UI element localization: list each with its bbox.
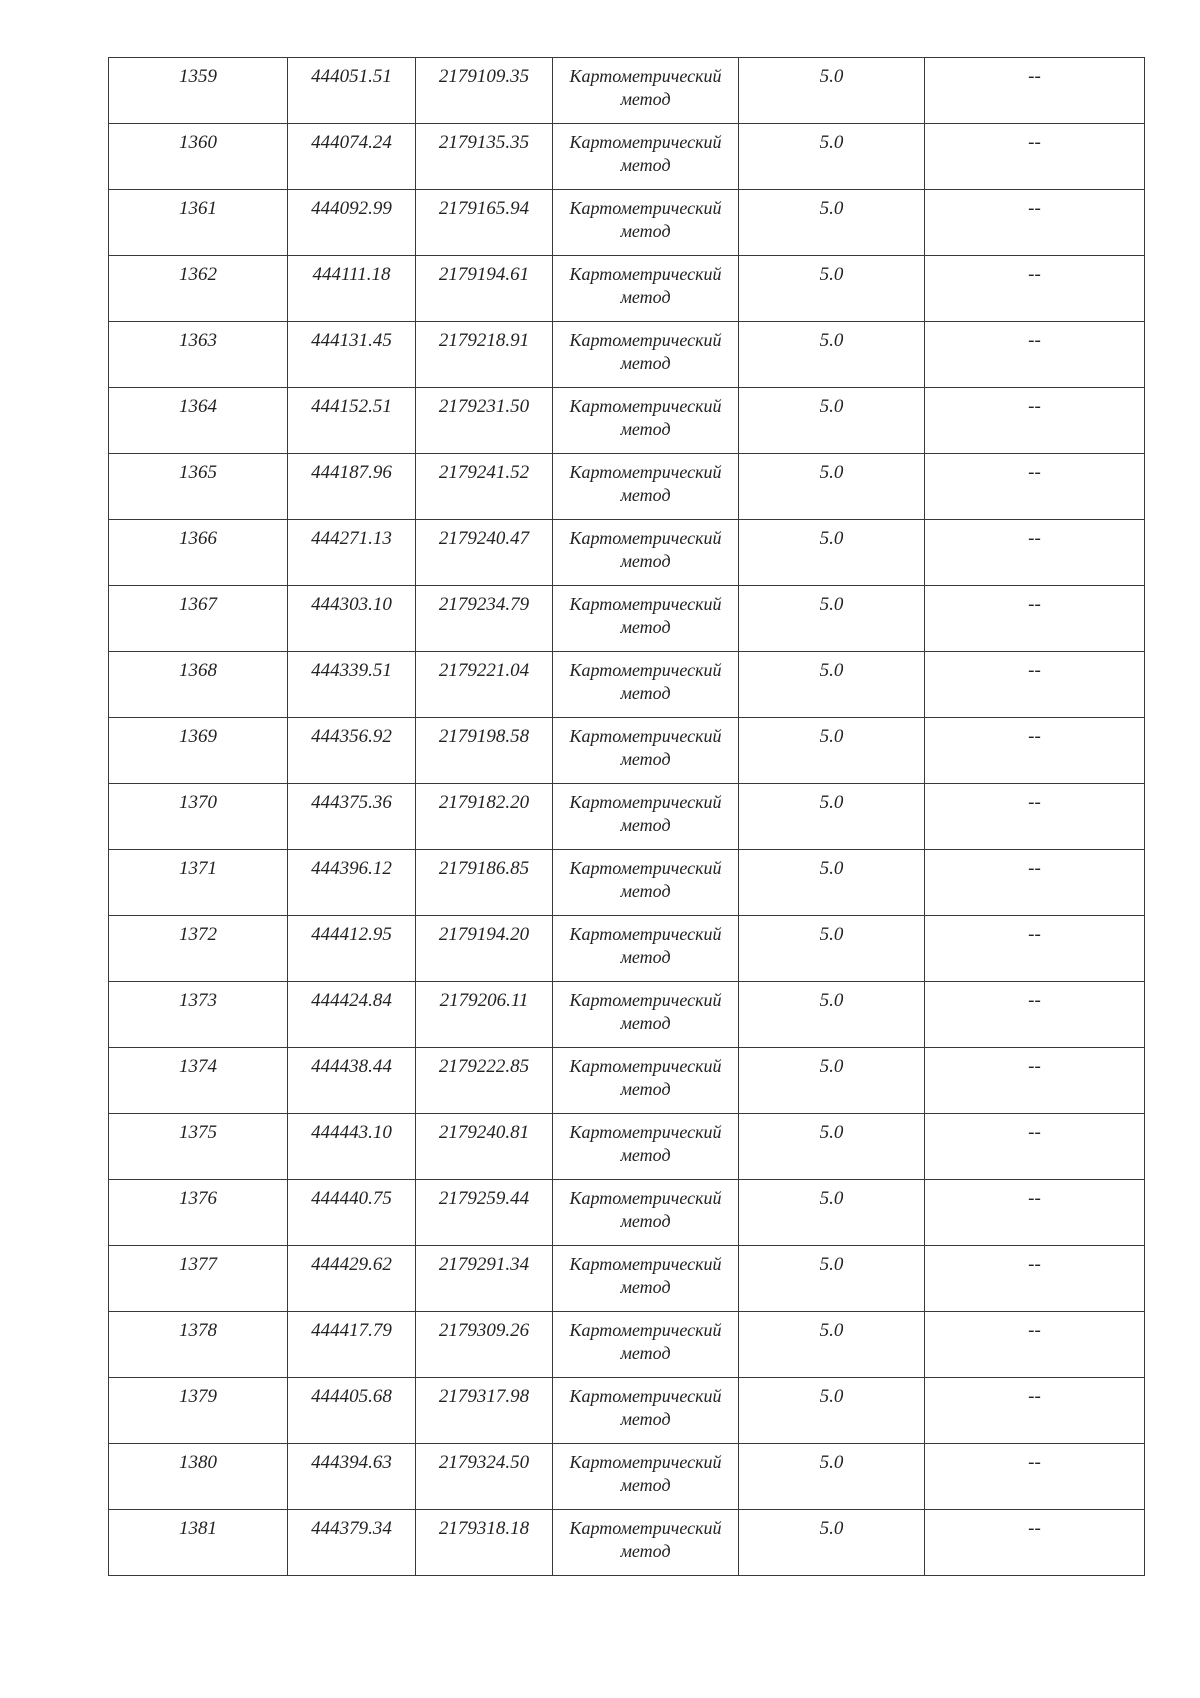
x-coordinate-cell: 444092.99	[288, 190, 416, 256]
y-coordinate-cell: 2179186.85	[416, 850, 553, 916]
point-number-cell: 1375	[109, 1114, 288, 1180]
note-cell: --	[925, 1510, 1145, 1576]
method-line-2: метод	[620, 155, 671, 175]
method-line-2: метод	[620, 221, 671, 241]
method-line-1: Картометрический	[569, 66, 722, 86]
note-cell: --	[925, 190, 1145, 256]
x-coordinate-cell: 444375.36	[288, 784, 416, 850]
x-coordinate-cell: 444424.84	[288, 982, 416, 1048]
point-number-cell: 1370	[109, 784, 288, 850]
method-cell	[553, 916, 739, 982]
x-coordinate-cell: 444271.13	[288, 520, 416, 586]
method-line-2: метод	[620, 1211, 671, 1231]
method-line-2: метод	[620, 1145, 671, 1165]
method-cell	[553, 982, 739, 1048]
method-line-1: Картометрический	[569, 528, 722, 548]
method-line-1: Картометрический	[569, 396, 722, 416]
point-number-cell: 1377	[109, 1246, 288, 1312]
method-line-2: метод	[620, 1409, 671, 1429]
table-row	[109, 652, 1145, 718]
method-line-1: Картометрический	[569, 1122, 722, 1142]
method-line-2: метод	[620, 1079, 671, 1099]
table-row	[109, 850, 1145, 916]
method-cell	[553, 58, 739, 124]
x-coordinate-cell: 444443.10	[288, 1114, 416, 1180]
method-line-1: Картометрический	[569, 924, 722, 944]
table-row	[109, 190, 1145, 256]
point-number-cell: 1362	[109, 256, 288, 322]
method-line-1: Картометрический	[569, 1320, 722, 1340]
table-row	[109, 256, 1145, 322]
accuracy-cell: 5.0	[739, 916, 925, 982]
method-cell	[553, 1378, 739, 1444]
method-line-1: Картометрический	[569, 264, 722, 284]
method-line-2: метод	[620, 1013, 671, 1033]
accuracy-cell: 5.0	[739, 1048, 925, 1114]
y-coordinate-cell: 2179317.98	[416, 1378, 553, 1444]
method-cell	[553, 1048, 739, 1114]
method-cell	[553, 190, 739, 256]
point-number-cell: 1379	[109, 1378, 288, 1444]
point-number-cell: 1372	[109, 916, 288, 982]
x-coordinate-cell: 444412.95	[288, 916, 416, 982]
table-row	[109, 982, 1145, 1048]
x-coordinate-cell: 444303.10	[288, 586, 416, 652]
y-coordinate-cell: 2179194.61	[416, 256, 553, 322]
table-row	[109, 1048, 1145, 1114]
method-cell	[553, 652, 739, 718]
method-line-2: метод	[620, 287, 671, 307]
y-coordinate-cell: 2179218.91	[416, 322, 553, 388]
accuracy-cell: 5.0	[739, 1510, 925, 1576]
table-row	[109, 520, 1145, 586]
accuracy-cell: 5.0	[739, 1180, 925, 1246]
method-line-2: метод	[620, 1277, 671, 1297]
accuracy-cell: 5.0	[739, 1114, 925, 1180]
y-coordinate-cell: 2179324.50	[416, 1444, 553, 1510]
accuracy-cell: 5.0	[739, 1246, 925, 1312]
point-number-cell: 1373	[109, 982, 288, 1048]
method-cell	[553, 124, 739, 190]
note-cell: --	[925, 1114, 1145, 1180]
accuracy-cell: 5.0	[739, 652, 925, 718]
point-number-cell: 1360	[109, 124, 288, 190]
y-coordinate-cell: 2179198.58	[416, 718, 553, 784]
x-coordinate-cell: 444074.24	[288, 124, 416, 190]
x-coordinate-cell: 444187.96	[288, 454, 416, 520]
method-line-2: метод	[620, 1343, 671, 1363]
note-cell: --	[925, 916, 1145, 982]
accuracy-cell: 5.0	[739, 388, 925, 454]
y-coordinate-cell: 2179241.52	[416, 454, 553, 520]
accuracy-cell: 5.0	[739, 520, 925, 586]
table-row	[109, 1246, 1145, 1312]
accuracy-cell: 5.0	[739, 784, 925, 850]
note-cell: --	[925, 586, 1145, 652]
x-coordinate-cell: 444131.45	[288, 322, 416, 388]
method-line-1: Картометрический	[569, 198, 722, 218]
table-row	[109, 322, 1145, 388]
y-coordinate-cell: 2179135.35	[416, 124, 553, 190]
note-cell: --	[925, 1378, 1145, 1444]
x-coordinate-cell: 444339.51	[288, 652, 416, 718]
method-line-1: Картометрический	[569, 1386, 722, 1406]
accuracy-cell: 5.0	[739, 190, 925, 256]
y-coordinate-cell: 2179194.20	[416, 916, 553, 982]
y-coordinate-cell: 2179206.11	[416, 982, 553, 1048]
accuracy-cell: 5.0	[739, 718, 925, 784]
method-line-1: Картометрический	[569, 1254, 722, 1274]
note-cell: --	[925, 520, 1145, 586]
method-line-1: Картометрический	[569, 1056, 722, 1076]
method-cell	[553, 850, 739, 916]
method-line-1: Картометрический	[569, 990, 722, 1010]
method-line-2: метод	[620, 353, 671, 373]
point-number-cell: 1369	[109, 718, 288, 784]
accuracy-cell: 5.0	[739, 850, 925, 916]
coordinates-table-body	[109, 58, 1145, 1576]
table-row	[109, 1180, 1145, 1246]
method-cell	[553, 256, 739, 322]
method-cell	[553, 718, 739, 784]
accuracy-cell: 5.0	[739, 454, 925, 520]
note-cell: --	[925, 982, 1145, 1048]
point-number-cell: 1371	[109, 850, 288, 916]
method-line-1: Картометрический	[569, 132, 722, 152]
accuracy-cell: 5.0	[739, 1312, 925, 1378]
note-cell: --	[925, 718, 1145, 784]
method-line-1: Картометрический	[569, 858, 722, 878]
table-row	[109, 1510, 1145, 1576]
method-line-1: Картометрический	[569, 1188, 722, 1208]
x-coordinate-cell: 444438.44	[288, 1048, 416, 1114]
coordinates-table	[108, 57, 1145, 1576]
table-row	[109, 916, 1145, 982]
point-number-cell: 1366	[109, 520, 288, 586]
method-cell	[553, 1444, 739, 1510]
y-coordinate-cell: 2179221.04	[416, 652, 553, 718]
table-row	[109, 586, 1145, 652]
method-cell	[553, 1246, 739, 1312]
accuracy-cell: 5.0	[739, 1378, 925, 1444]
point-number-cell: 1365	[109, 454, 288, 520]
point-number-cell: 1364	[109, 388, 288, 454]
table-row	[109, 784, 1145, 850]
table-row	[109, 454, 1145, 520]
method-line-2: метод	[620, 881, 671, 901]
y-coordinate-cell: 2179234.79	[416, 586, 553, 652]
note-cell: --	[925, 454, 1145, 520]
y-coordinate-cell: 2179109.35	[416, 58, 553, 124]
x-coordinate-cell: 444394.63	[288, 1444, 416, 1510]
method-cell	[553, 388, 739, 454]
method-line-2: метод	[620, 1475, 671, 1495]
method-line-2: метод	[620, 485, 671, 505]
method-line-1: Картометрический	[569, 1518, 722, 1538]
method-line-2: метод	[620, 683, 671, 703]
accuracy-cell: 5.0	[739, 124, 925, 190]
x-coordinate-cell: 444051.51	[288, 58, 416, 124]
method-line-1: Картометрический	[569, 726, 722, 746]
method-line-2: метод	[620, 551, 671, 571]
x-coordinate-cell: 444152.51	[288, 388, 416, 454]
y-coordinate-cell: 2179309.26	[416, 1312, 553, 1378]
note-cell: --	[925, 1180, 1145, 1246]
x-coordinate-cell: 444356.92	[288, 718, 416, 784]
x-coordinate-cell: 444429.62	[288, 1246, 416, 1312]
x-coordinate-cell: 444379.34	[288, 1510, 416, 1576]
point-number-cell: 1368	[109, 652, 288, 718]
accuracy-cell: 5.0	[739, 256, 925, 322]
point-number-cell: 1380	[109, 1444, 288, 1510]
y-coordinate-cell: 2179259.44	[416, 1180, 553, 1246]
method-cell	[553, 586, 739, 652]
method-line-2: метод	[620, 89, 671, 109]
note-cell: --	[925, 652, 1145, 718]
x-coordinate-cell: 444417.79	[288, 1312, 416, 1378]
x-coordinate-cell: 444440.75	[288, 1180, 416, 1246]
method-cell	[553, 784, 739, 850]
accuracy-cell: 5.0	[739, 322, 925, 388]
point-number-cell: 1376	[109, 1180, 288, 1246]
table-row	[109, 1378, 1145, 1444]
table-row	[109, 1114, 1145, 1180]
method-cell	[553, 1510, 739, 1576]
method-line-2: метод	[620, 617, 671, 637]
table-row	[109, 124, 1145, 190]
y-coordinate-cell: 2179318.18	[416, 1510, 553, 1576]
note-cell: --	[925, 388, 1145, 454]
method-cell	[553, 520, 739, 586]
method-cell	[553, 1114, 739, 1180]
method-line-1: Картометрический	[569, 660, 722, 680]
method-line-2: метод	[620, 419, 671, 439]
method-cell	[553, 454, 739, 520]
y-coordinate-cell: 2179165.94	[416, 190, 553, 256]
method-cell	[553, 322, 739, 388]
method-line-1: Картометрический	[569, 1452, 722, 1472]
method-line-2: метод	[620, 815, 671, 835]
note-cell: --	[925, 256, 1145, 322]
note-cell: --	[925, 1048, 1145, 1114]
point-number-cell: 1361	[109, 190, 288, 256]
note-cell: --	[925, 58, 1145, 124]
method-line-1: Картометрический	[569, 594, 722, 614]
point-number-cell: 1378	[109, 1312, 288, 1378]
y-coordinate-cell: 2179291.34	[416, 1246, 553, 1312]
method-line-1: Картометрический	[569, 462, 722, 482]
x-coordinate-cell: 444111.18	[288, 256, 416, 322]
y-coordinate-cell: 2179182.20	[416, 784, 553, 850]
note-cell: --	[925, 1312, 1145, 1378]
table-row	[109, 1444, 1145, 1510]
method-cell	[553, 1312, 739, 1378]
table-row	[109, 718, 1145, 784]
y-coordinate-cell: 2179222.85	[416, 1048, 553, 1114]
method-line-2: метод	[620, 749, 671, 769]
x-coordinate-cell: 444405.68	[288, 1378, 416, 1444]
point-number-cell: 1367	[109, 586, 288, 652]
y-coordinate-cell: 2179240.47	[416, 520, 553, 586]
point-number-cell: 1359	[109, 58, 288, 124]
accuracy-cell: 5.0	[739, 586, 925, 652]
method-line-2: метод	[620, 1541, 671, 1561]
note-cell: --	[925, 784, 1145, 850]
note-cell: --	[925, 850, 1145, 916]
accuracy-cell: 5.0	[739, 982, 925, 1048]
method-cell	[553, 1180, 739, 1246]
method-line-1: Картометрический	[569, 330, 722, 350]
accuracy-cell: 5.0	[739, 58, 925, 124]
note-cell: --	[925, 124, 1145, 190]
method-line-2: метод	[620, 947, 671, 967]
note-cell: --	[925, 1246, 1145, 1312]
x-coordinate-cell: 444396.12	[288, 850, 416, 916]
point-number-cell: 1374	[109, 1048, 288, 1114]
table-row	[109, 58, 1145, 124]
note-cell: --	[925, 1444, 1145, 1510]
note-cell: --	[925, 322, 1145, 388]
table-row	[109, 388, 1145, 454]
point-number-cell: 1363	[109, 322, 288, 388]
y-coordinate-cell: 2179231.50	[416, 388, 553, 454]
table-row	[109, 1312, 1145, 1378]
y-coordinate-cell: 2179240.81	[416, 1114, 553, 1180]
point-number-cell: 1381	[109, 1510, 288, 1576]
accuracy-cell: 5.0	[739, 1444, 925, 1510]
method-line-1: Картометрический	[569, 792, 722, 812]
